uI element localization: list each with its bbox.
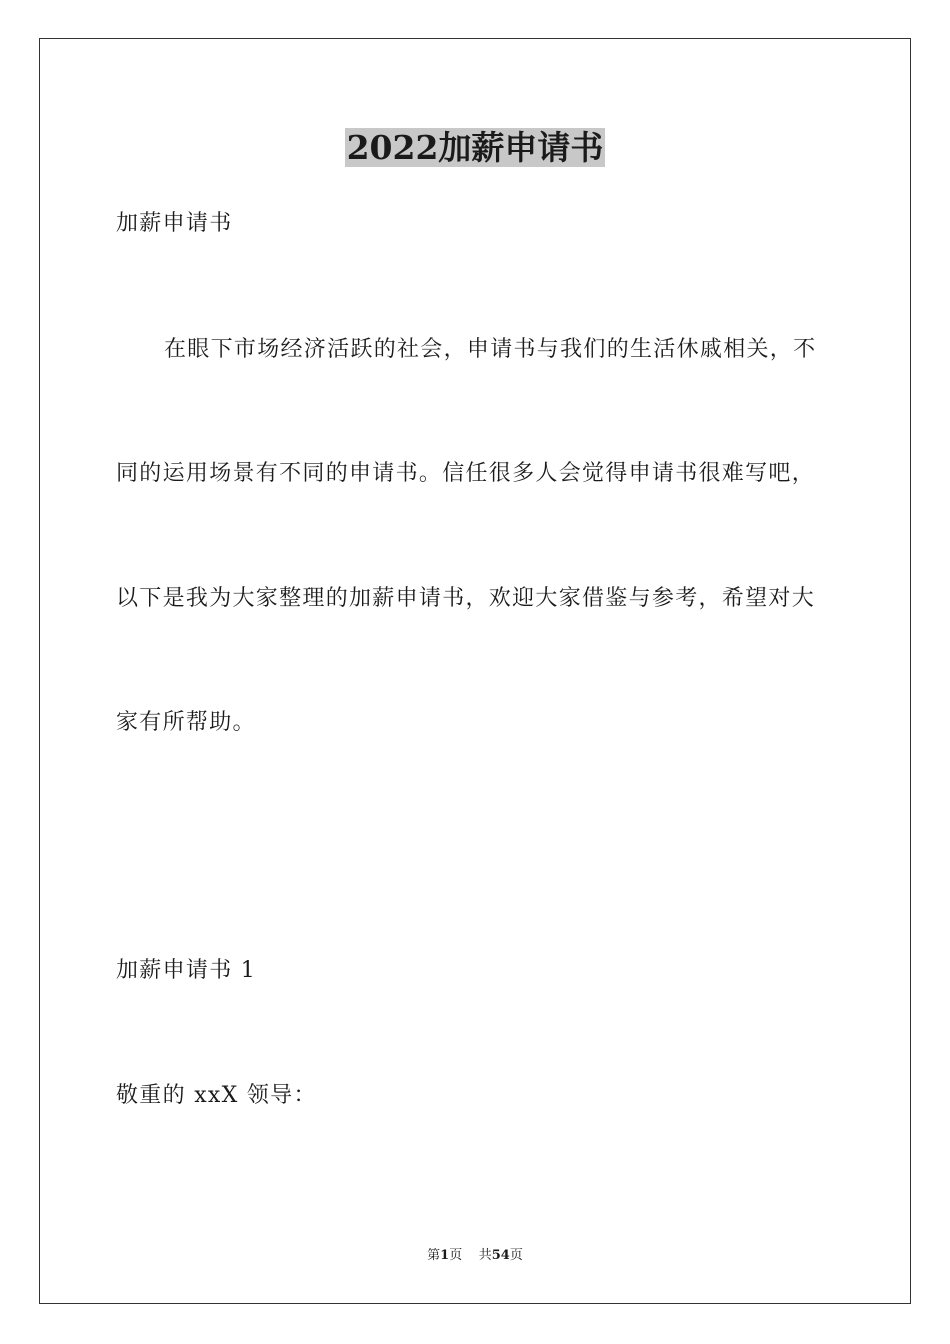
page-footer	[0, 1247, 950, 1265]
footer-total-pages: 54	[491, 1248, 510, 1263]
document-title	[0, 126, 950, 170]
footer-total-prefix: 共	[478, 1248, 492, 1263]
section-heading: 加薪申请书 1	[116, 958, 257, 983]
document-title-text: 2022加薪申请书	[346, 128, 604, 167]
intro-line-4: 家有所帮助。	[116, 710, 256, 735]
footer-page-prefix: 第	[427, 1248, 441, 1263]
footer-total-unit: 页	[509, 1248, 523, 1263]
intro-line-3: 以下是我为大家整理的加薪申请书，欢迎大家借鉴与参考，希望对大	[116, 586, 816, 611]
salutation: 敬重的 xxX 领导：	[116, 1083, 317, 1108]
intro-line-2: 同的运用场景有不同的申请书。信任很多人会觉得申请书很难写吧，	[116, 461, 816, 486]
intro-line-1: 在眼下市场经济活跃的社会，申请书与我们的生活休戚相关，不	[164, 337, 817, 362]
footer-page-number: 1	[440, 1248, 450, 1263]
footer-page-unit: 页	[449, 1248, 463, 1263]
document-subtitle: 加薪申请书	[116, 211, 233, 236]
